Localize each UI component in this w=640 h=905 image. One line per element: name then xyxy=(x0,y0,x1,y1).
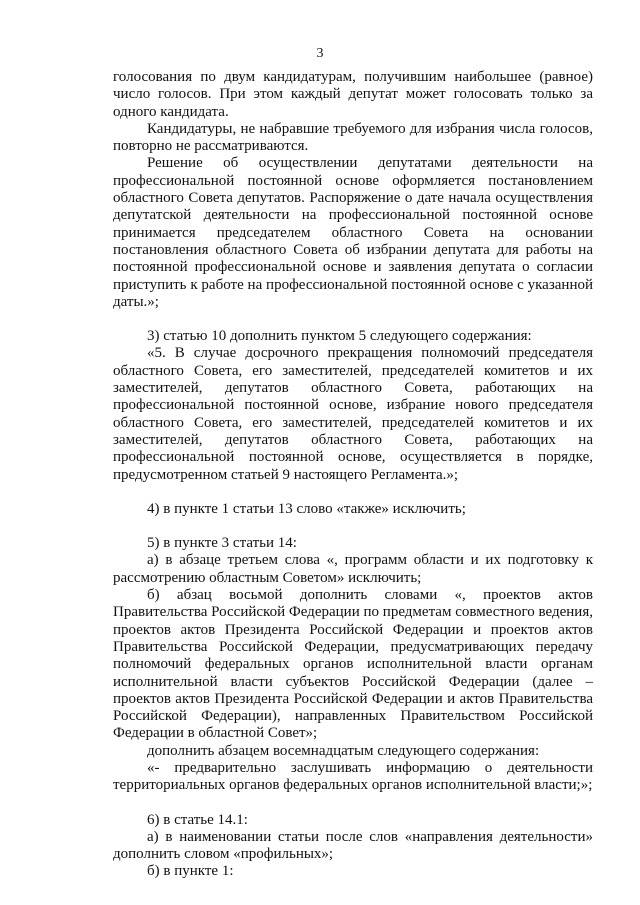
paragraph: а) в наименовании статьи после слов «направления деятельности» дополнить словом «профильных»; xyxy=(113,828,593,863)
paragraph: Решение об осуществлении депутатами деятельности на профессиональной постоянной основе оформляется постановлением областного Совета депутатов. Распоряжение о дате начала осуществления депутатской деятельности на профессиональной постоянной основе принимается председателем областного Совета на основании постановления областного Совета об избрании депутата для работы на постоянной профессиональной основе и заявления депутата о согласии приступить к работе на профессиональной постоянной основе с указанной даты.»; xyxy=(113,155,593,310)
paragraph: «5. В случае досрочного прекращения полномочий председателя областного Совета, его заместителей, председателей комитетов и их заместителей, депутатов областного Совета, работающих на профессиональной постоянной основе, избрание нового председателя областного Совета, его заместителей, председателей комитетов и их заместителей, депутатов областного Совета, работающих на профессиональной постоянной основе, осуществляется в порядке, предусмотренном статьей 9 настоящего Регламента.»; xyxy=(113,345,593,483)
paragraph: б) абзац восьмой дополнить словами «, проектов актов Правительства Российской Федерации по предметам совместного ведения, проектов актов Президента Российской Федерации и проектов актов Правительства Российской Федерации, предусматривающих передачу полномочий федеральных органов исполнительной власти органам исполнительной власти субъектов Российской Федерации (далее – проектов актов Президента Российской Федерации и актов Правительства Российской Федерации), направленных Правительством Российской Федерации в областной Совет»; xyxy=(113,587,593,742)
page-number: 3 xyxy=(316,46,324,61)
paragraph: Кандидатуры, не набравшие требуемого для избрания числа голосов, повторно не рассматриваются. xyxy=(113,120,593,155)
paragraph: «- предварительно заслушивать информацию о деятельности территориальных органов федеральных органов исполнительной власти;»; xyxy=(113,759,593,794)
paragraph: 3) статью 10 дополнить пунктом 5 следующего содержания: xyxy=(147,328,532,345)
document-body xyxy=(113,69,593,881)
paragraph: 4) в пункте 1 статьи 13 слово «также» исключить; xyxy=(147,500,466,517)
paragraph: 6) в статье 14.1: xyxy=(147,811,248,828)
paragraph: б) в пункте 1: xyxy=(147,863,234,880)
paragraph: 5) в пункте 3 статьи 14: xyxy=(147,535,297,552)
paragraph: а) в абзаце третьем слова «, программ области и их подготовку к рассмотрению областным Советом» исключить; xyxy=(113,552,593,586)
paragraph: дополнить абзацем восемнадцатым следующего содержания: xyxy=(147,742,540,759)
paragraph: голосования по двум кандидатурам, получившим наибольшее (равное) число голосов. При этом каждый депутат может голосовать только за одного кандидата. xyxy=(113,69,593,120)
